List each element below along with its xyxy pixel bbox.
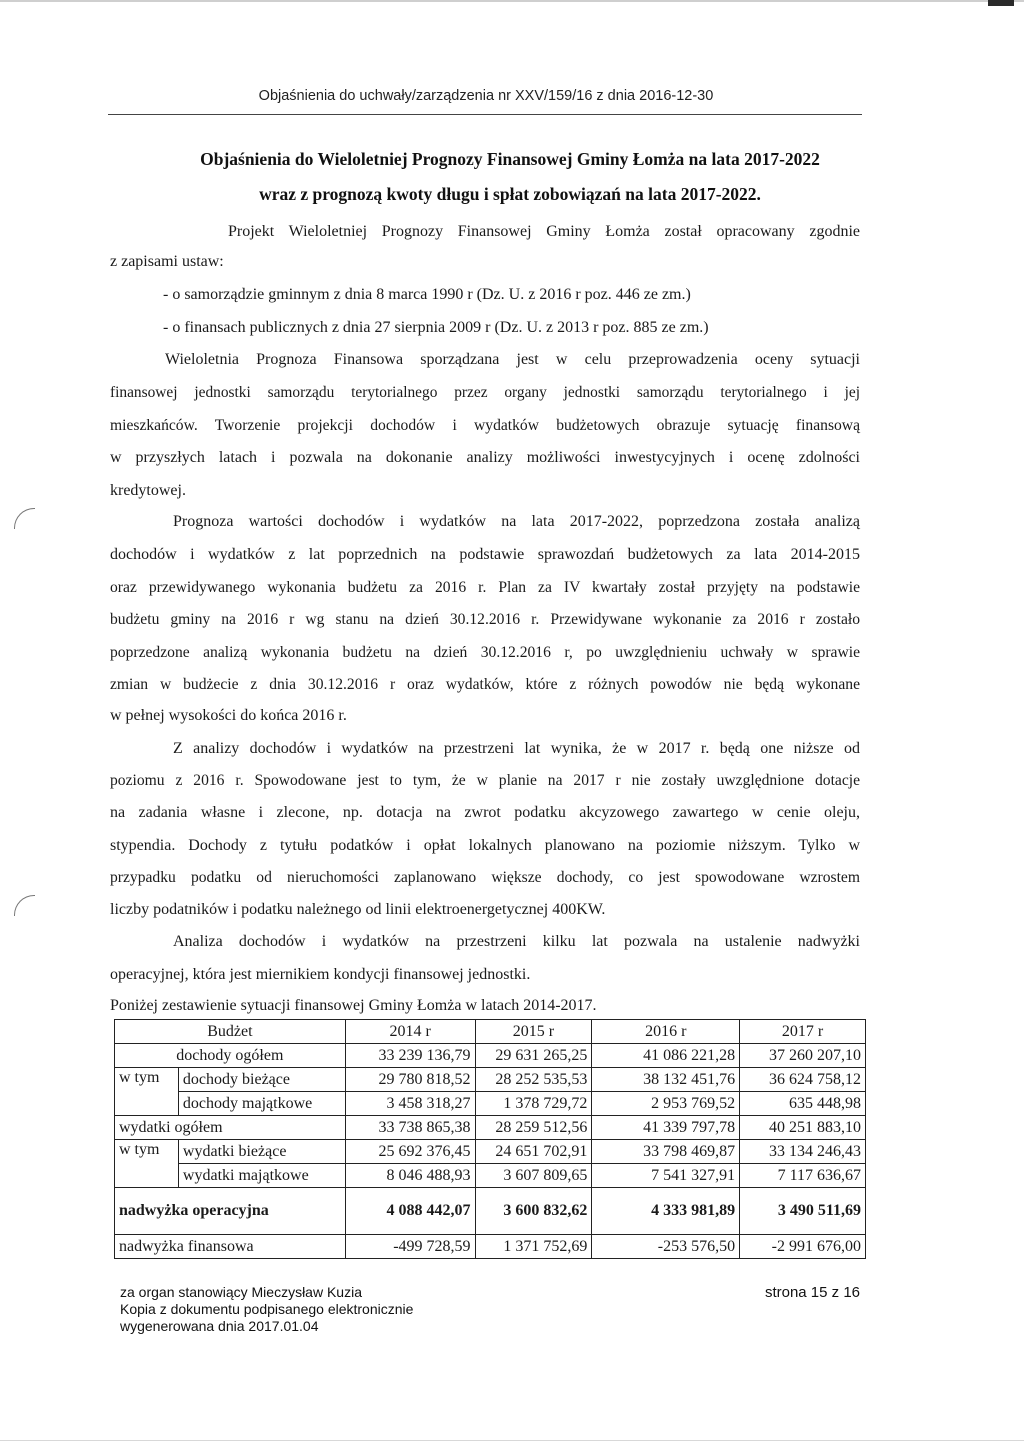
table-row xyxy=(115,1068,866,1092)
running-header: Objaśnienia do uchwały/zarządzenia nr XXV/159/16 z dnia 2016-12-30 xyxy=(258,88,714,104)
table-cell: 3 490 511,69 xyxy=(740,1188,866,1235)
paragraph-line: przypadku podatku od nieruchomości zaplanowano większe dochody, co jest spowodowane wzrostem xyxy=(110,869,860,886)
paragraph-line: na zadania własne i zlecone, np. dotacja na zwrot podatku akcyzowego zawartego w cenie oleju, xyxy=(110,804,860,821)
paragraph-line: z zapisami ustaw: xyxy=(110,253,224,270)
table-cell: 41 086 221,28 xyxy=(592,1044,740,1068)
table-cell: 36 624 758,12 xyxy=(740,1068,866,1092)
table-cell: 29 631 265,25 xyxy=(475,1044,592,1068)
table-cell: 33 738 865,38 xyxy=(345,1116,475,1140)
table-cell: -499 728,59 xyxy=(345,1235,475,1259)
table-cell: 41 339 797,78 xyxy=(592,1116,740,1140)
table-cell: 38 132 451,76 xyxy=(592,1068,740,1092)
list-item: - o finansach publicznych z dnia 27 sierpnia 2009 r (Dz. U. z 2013 r poz. 885 ze zm.) xyxy=(163,319,709,336)
table-cell: 3 607 809,65 xyxy=(475,1164,592,1188)
table-cell: 28 259 512,56 xyxy=(475,1116,592,1140)
scan-mark xyxy=(988,0,1014,6)
table-cell: 37 260 207,10 xyxy=(740,1044,866,1068)
paragraph-line: poziomu z 2016 r. Spowodowane jest to tym, że w planie na 2017 r nie zostały uwzględnione dotacje xyxy=(110,772,860,789)
paragraph-line: Analiza dochodów i wydatków na przestrzeni kilku lat pozwala na ustalenie nadwyżki xyxy=(173,933,860,950)
footer-line: wygenerowana dnia 2017.01.04 xyxy=(120,1318,319,1334)
table-cell: 4 333 981,89 xyxy=(592,1188,740,1235)
table-cell: -2 991 676,00 xyxy=(740,1235,866,1259)
paragraph-line: oraz przewidywanego wykonania budżetu za 2016 r. Plan za IV kwartały został przyjęty na podstawie xyxy=(110,579,860,596)
table-cell: 3 458 318,27 xyxy=(345,1092,475,1116)
table-row-highlight xyxy=(115,1188,866,1235)
paragraph-line: Projekt Wieloletniej Prognozy Finansowej Gminy Łomża został opracowany zgodnie xyxy=(228,223,860,240)
table-cell: 2 953 769,52 xyxy=(592,1092,740,1116)
punch-hole-mark xyxy=(14,508,35,529)
row-label: dochody majątkowe xyxy=(178,1092,345,1116)
header-rule xyxy=(108,114,862,115)
paragraph-line: mieszkańców. Tworzenie projekcji dochodów i wydatków budżetowych obrazuje sytuację finansową xyxy=(110,417,860,434)
table-row xyxy=(115,1140,866,1164)
table-cell: 24 651 702,91 xyxy=(475,1140,592,1164)
table-header-cell: 2014 r xyxy=(345,1020,475,1044)
row-label: dochody ogółem xyxy=(115,1044,346,1068)
table-cell: 25 692 376,45 xyxy=(345,1140,475,1164)
paragraph-line: poprzedzone analizą wykonania budżetu na dzień 30.12.2016 r, po uwzględnieniu uchwały w sprawie xyxy=(110,644,860,661)
row-group-label: w tym xyxy=(115,1068,179,1116)
paragraph-line: zmian w budżecie z dnia 30.12.2016 r oraz wydatków, które z różnych powodów nie będą wykonane xyxy=(110,676,860,693)
table-header-row xyxy=(115,1020,866,1044)
paragraph-line: Wieloletnia Prognoza Finansowa sporządzana jest w celu przeprowadzenia oceny sytuacji xyxy=(165,351,860,368)
row-label: nadwyżka finansowa xyxy=(115,1235,346,1259)
table-cell: 7 117 636,67 xyxy=(740,1164,866,1188)
table-cell: 28 252 535,53 xyxy=(475,1068,592,1092)
table-header-cell: 2015 r xyxy=(475,1020,592,1044)
table-header-cell: Budżet xyxy=(115,1020,346,1044)
table-cell: 29 780 818,52 xyxy=(345,1068,475,1092)
table-cell: 40 251 883,10 xyxy=(740,1116,866,1140)
table-cell: 3 600 832,62 xyxy=(475,1188,592,1235)
table-header-cell: 2016 r xyxy=(592,1020,740,1044)
table-cell: 1 378 729,72 xyxy=(475,1092,592,1116)
budget-table xyxy=(114,1019,866,1259)
page-top-edge xyxy=(0,0,1024,2)
table-row xyxy=(115,1116,866,1140)
paragraph-line: stypendia. Dochody z tytułu podatków i opłat lokalnych planowano na poziomie niższym. Tylko w xyxy=(110,837,860,854)
paragraph-line: kredytowej. xyxy=(110,482,186,499)
table-cell: 33 798 469,87 xyxy=(592,1140,740,1164)
table-cell: 4 088 442,07 xyxy=(345,1188,475,1235)
paragraph-line: liczby podatników i podatku należnego od linii elektroenergetycznej 400KW. xyxy=(110,901,606,918)
paragraph-line: Poniżej zestawienie sytuacji finansowej Gminy Łomża w latach 2014-2017. xyxy=(110,997,597,1014)
footer-line: za organ stanowiący Mieczysław Kuzia xyxy=(120,1284,362,1300)
row-group-label: w tym xyxy=(115,1140,179,1188)
table-cell: 1 371 752,69 xyxy=(475,1235,592,1259)
paragraph-line: finansowej jednostki samorządu terytorialnego przez organy jednostki samorządu terytorialnego i jej xyxy=(110,384,860,401)
row-label: nadwyżka operacyjna xyxy=(115,1188,346,1235)
list-item: - o samorządzie gminnym z dnia 8 marca 1990 r (Dz. U. z 2016 r poz. 446 ze zm.) xyxy=(163,286,691,303)
paragraph-line: budżetu gminy na 2016 r wg stanu na dzień 30.12.2016 r. Przewidywane wykonanie za 2016 r zostało xyxy=(110,611,860,628)
paragraph-line: Prognoza wartości dochodów i wydatków na lata 2017-2022, poprzedzona została analizą xyxy=(173,513,860,530)
table-cell: 635 448,98 xyxy=(740,1092,866,1116)
document-subtitle: wraz z prognozą kwoty długu i spłat zobowiązań na lata 2017-2022. xyxy=(259,184,761,204)
paragraph-line: dochodów i wydatków z lat poprzednich na podstawie sprawozdań budżetowych za lata 2014-2015 xyxy=(110,546,860,563)
table-cell: -253 576,50 xyxy=(592,1235,740,1259)
paragraph-line: w pełnej wysokości do końca 2016 r. xyxy=(110,707,347,724)
table-row xyxy=(115,1044,866,1068)
table-row xyxy=(115,1164,866,1188)
row-label: wydatki bieżące xyxy=(178,1140,345,1164)
row-label: wydatki ogółem xyxy=(115,1116,346,1140)
paragraph-line: w przyszłych latach i pozwala na dokonanie analizy możliwości inwestycyjnych i ocenę zdolności xyxy=(110,449,860,466)
table-cell: 7 541 327,91 xyxy=(592,1164,740,1188)
table-row xyxy=(115,1235,866,1259)
page-number: strona 15 z 16 xyxy=(764,1284,860,1301)
paragraph-line: Z analizy dochodów i wydatków na przestrzeni lat wynika, że w 2017 r. będą one niższe od xyxy=(173,740,860,757)
page-bottom-edge xyxy=(0,1440,1024,1441)
table-cell: 33 134 246,43 xyxy=(740,1140,866,1164)
table-cell: 33 239 136,79 xyxy=(345,1044,475,1068)
table-cell: 8 046 488,93 xyxy=(345,1164,475,1188)
document-title: Objaśnienia do Wieloletniej Prognozy Finansowej Gminy Łomża na lata 2017-2022 xyxy=(200,149,820,169)
row-label: wydatki majątkowe xyxy=(178,1164,345,1188)
table-row xyxy=(115,1092,866,1116)
table-header-cell: 2017 r xyxy=(740,1020,866,1044)
row-label: dochody bieżące xyxy=(178,1068,345,1092)
punch-hole-mark xyxy=(14,895,35,916)
paragraph-line: operacyjnej, która jest miernikiem kondycji finansowej jednostki. xyxy=(110,966,531,983)
footer-signature xyxy=(120,1284,413,1335)
footer-line: Kopia z dokumentu podpisanego elektronicznie xyxy=(120,1301,414,1317)
